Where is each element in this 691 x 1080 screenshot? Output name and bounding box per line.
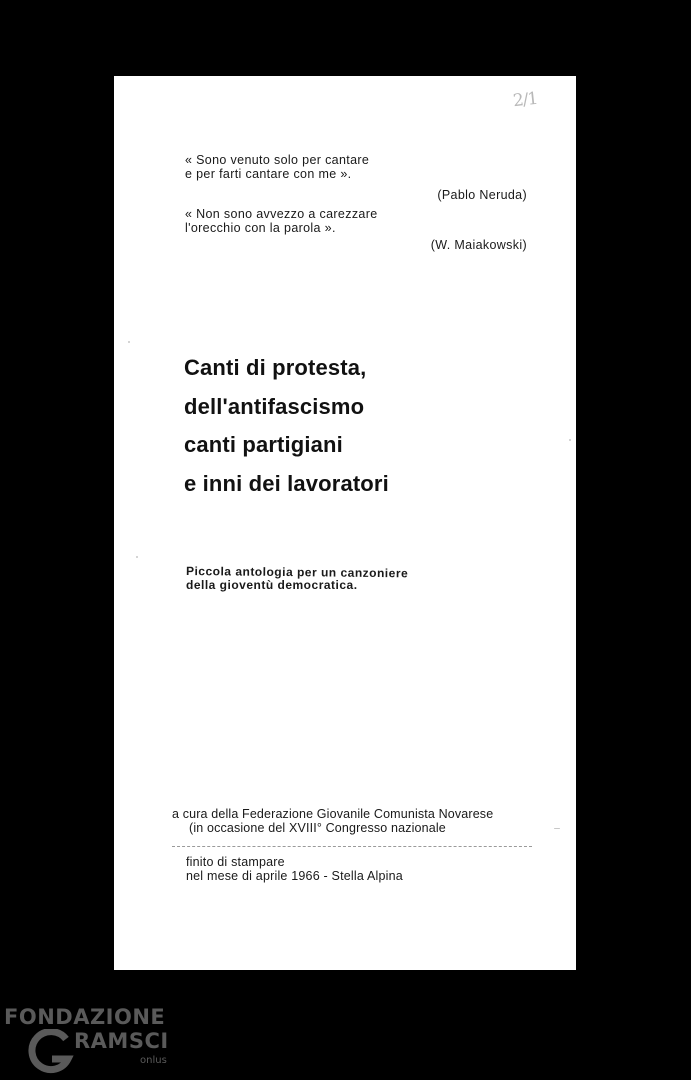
paper-speck (554, 828, 560, 829)
paper-speck (128, 341, 130, 343)
colophon-line: finito di stampare (186, 855, 285, 869)
paper-speck (136, 556, 138, 558)
colophon-line: nel mese di aprile 1966 - Stella Alpina (186, 869, 403, 883)
epigraph-author: (W. Maiakowski) (430, 238, 527, 252)
logo-g-icon (26, 1029, 74, 1075)
credits-line: (in occasione del XVIII° Congresso nazionale (189, 821, 446, 835)
logo-suffix: onlus (140, 1055, 167, 1066)
title-line: canti partigiani (184, 432, 343, 457)
epigraph-line: « Non sono avvezzo a carezzare (185, 207, 378, 221)
colophon (186, 855, 403, 883)
credits (172, 807, 493, 835)
epigraph-line: e per farti cantare con me ». (185, 167, 352, 181)
epigraph-line: l'orecchio con la parola ». (185, 221, 336, 235)
document-page (114, 76, 576, 970)
logo-text-line2: RAMSCI (74, 1029, 169, 1053)
paper-speck (569, 439, 571, 441)
divider (172, 846, 532, 847)
epigraph-author: (Pablo Neruda) (437, 188, 527, 202)
document-title (184, 349, 389, 503)
title-line: dell'antifascismo (184, 393, 365, 419)
handwritten-page-mark: 2/1 (512, 88, 539, 112)
title-line: e inni dei lavoratori (184, 470, 389, 496)
logo-text-line1: FONDAZIONE (4, 1005, 166, 1029)
fondazione-gramsci-logo (4, 1005, 174, 1077)
document-subtitle (186, 564, 408, 592)
credits-line: a cura della Federazione Giovanile Comunista Novarese (172, 807, 494, 821)
epigraph-neruda (185, 153, 527, 202)
epigraph-maiakowski (185, 207, 527, 252)
subtitle-line: della gioventù democratica. (186, 578, 358, 592)
subtitle-line: Piccola antologia per un canzoniere (185, 564, 409, 581)
epigraph-line: « Sono venuto solo per cantare (185, 153, 370, 167)
title-line: Canti di protesta, (184, 355, 367, 380)
